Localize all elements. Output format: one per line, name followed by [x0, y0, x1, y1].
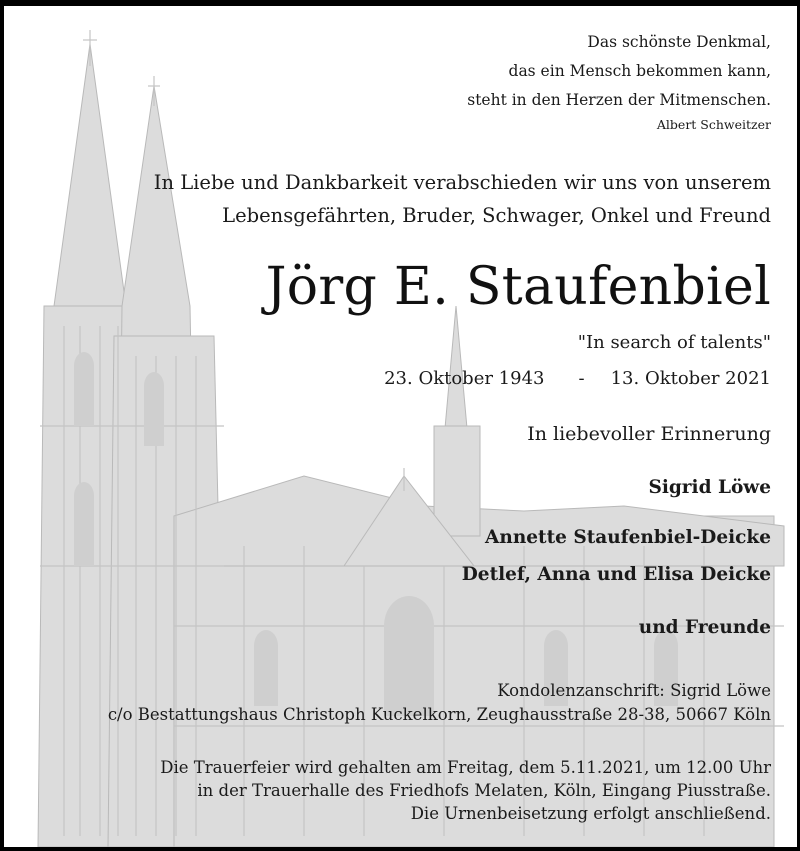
deceased-motto: "In search of talents": [577, 332, 771, 353]
quote-author: Albert Schweitzer: [656, 117, 771, 132]
quote-line: Das schönste Denkmal,: [587, 33, 771, 51]
condolence-line: c/o Bestattungshaus Christoph Kuckelkorn, Zeughausstraße 28-38, 50667 Köln: [107, 705, 771, 724]
mourner-name: Annette Staufenbiel-Deicke: [485, 527, 771, 548]
mourner-name: und Freunde: [638, 617, 771, 638]
intro-text: [154, 166, 771, 232]
quote-line: das ein Mensch bekommen kann,: [508, 62, 771, 80]
birth-date: 23. Oktober 1943: [384, 368, 545, 389]
mourner-name: Detlef, Anna und Elisa Deicke: [461, 564, 771, 585]
mourner-name: Sigrid Löwe: [648, 477, 771, 498]
service-line: Die Trauerfeier wird gehalten am Freitag, dem 5.11.2021, um 12.00 Uhr: [160, 758, 771, 777]
quote-line: steht in den Herzen der Mitmenschen.: [467, 91, 771, 109]
deceased-name: Jörg E. Staufenbiel: [265, 257, 771, 317]
memory-line: In liebevoller Erinnerung: [527, 423, 771, 445]
service-line: in der Trauerhalle des Friedhofs Melaten, Köln, Eingang Piusstraße.: [197, 781, 771, 800]
life-dates: [384, 368, 771, 389]
death-date: 13. Oktober 2021: [610, 368, 771, 389]
condolence-address: [108, 679, 771, 727]
service-line: Die Urnenbeisetzung erfolgt anschließend.: [410, 804, 771, 823]
obituary-card: [4, 6, 797, 847]
intro-line: Lebensgefährten, Bruder, Schwager, Onkel und Freund: [222, 204, 771, 227]
epigraph-quote: [467, 28, 771, 135]
condolence-line: Kondolenzanschrift: Sigrid Löwe: [497, 681, 771, 700]
date-separator: -: [578, 368, 585, 389]
intro-line: In Liebe und Dankbarkeit verabschieden wir uns von unserem: [153, 171, 771, 194]
funeral-service-info: [160, 756, 771, 825]
